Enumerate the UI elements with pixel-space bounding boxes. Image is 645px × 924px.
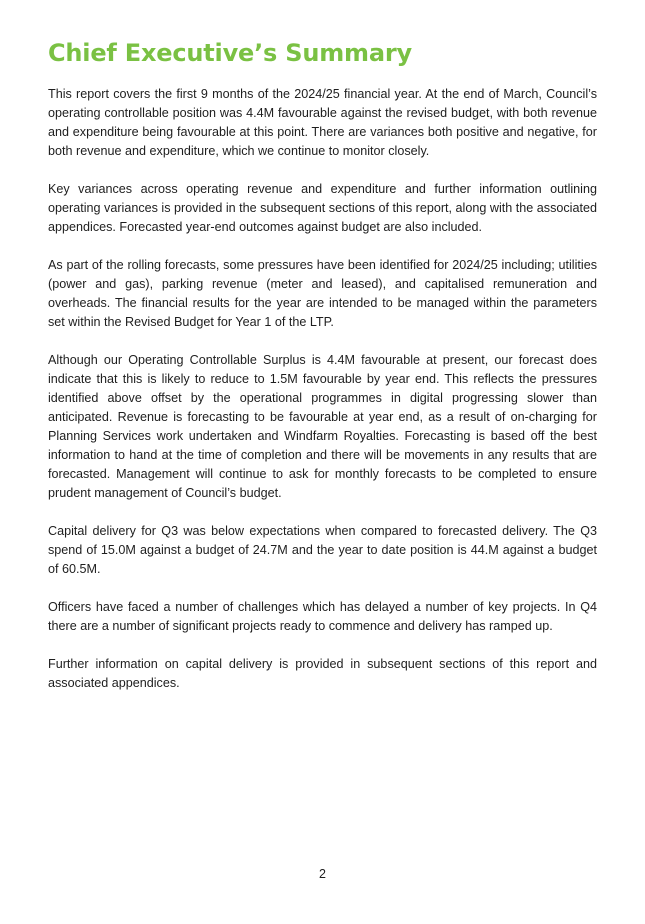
paragraph-key-variances: Key variances across operating revenue and expenditure and further information outlining operating variances is provided in the subsequent sections of this report, along with the associated appendices. Forecasted year-end outcomes against budget are also included. <box>48 181 597 235</box>
page-number: 2 <box>319 867 326 881</box>
paragraph-capital-delivery: Capital delivery for Q3 was below expectations when compared to forecasted delivery. The Q3 spend of 15.0M against a budget of 24.7M and the year to date position is 44.M against a budget of 60.5M. <box>48 524 597 577</box>
summary-body <box>48 85 597 712</box>
paragraph-challenges: Officers have faced a number of challenges which has delayed a number of key projects. In Q4 there are a number of significant projects ready to commence and delivery has ramped up. <box>48 600 597 634</box>
page-title: Chief Executive’s Summary <box>48 39 412 67</box>
paragraph-further-information: Further information on capital delivery is provided in subsequent sections of this report and associated appendices. <box>48 656 597 690</box>
paragraph-rolling-forecasts: As part of the rolling forecasts, some pressures have been identified for 2024/25 including; utilities (power and gas), parking revenue (meter and leased), and capitalised remuneration and overheads. The financial results for the year are intended to be managed within the parameters set within the Revised Budget for Year 1 of the LTP. <box>48 257 597 330</box>
paragraph-overview: This report covers the first 9 months of the 2024/25 financial year. At the end of March, Council’s operating controllable position was 4.4M favourable against the revised budget, with both revenue and expenditure being favourable at this point. There are variances both positive and negative, for both revenue and expenditure, which we continue to monitor closely. <box>48 87 597 159</box>
paragraph-operating-surplus: Although our Operating Controllable Surplus is 4.4M favourable at present, our forecast does indicate that this is likely to reduce to 1.5M favourable by year end. This reflects the pressures identified above offset by the operational programmes in digital progressing slower than anticipated. Revenue is forecasting to be favourable at year end, as a result of on-charging for Planning Services work undertaken and Windfarm Royalties. Forecasting is based off the best information to hand at the time of completion and there will be movements in any results that are forecasted. Management will continue to ask for monthly forecasts to be completed to ensure prudent management of Council’s budget. <box>48 352 597 501</box>
